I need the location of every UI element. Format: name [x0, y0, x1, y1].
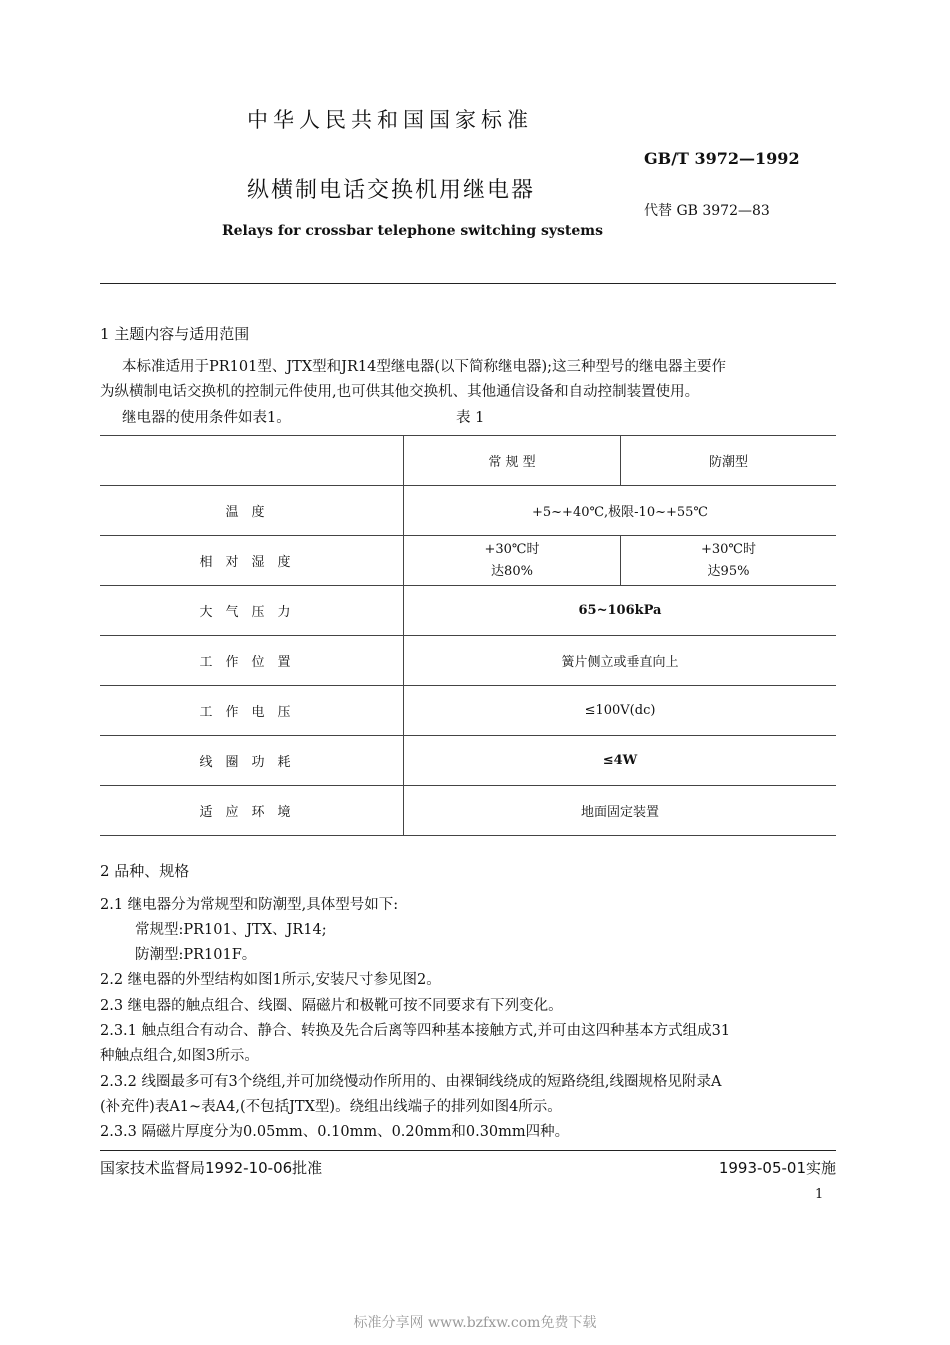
- row-label: 大气压力: [100, 586, 404, 636]
- national-standard-heading: 中华人民共和国国家标准: [247, 108, 533, 132]
- table-row: [100, 686, 836, 736]
- section2-heading: 2 品种、规格: [100, 862, 190, 880]
- table-row: [100, 736, 836, 786]
- clause-2-1-moisture: 防潮型:PR101F。: [135, 947, 257, 963]
- clause-2-1-normal: 常规型:PR101、JTX、JR14;: [135, 922, 327, 938]
- row-label: 相对湿度: [100, 536, 404, 586]
- section1-heading: 1 主题内容与适用范围: [100, 325, 250, 343]
- clause-2-3-2-line1: 2.3.2 线圈最多可有3个绕组,并可加绕慢动作所用的、由裸铜线绕成的短路绕组,线圈规格见附录A: [100, 1074, 722, 1090]
- row-value: 地面固定装置: [404, 786, 837, 836]
- page-number: 1: [815, 1187, 824, 1202]
- section1-para1-line2: 为纵横制电话交换机的控制元件使用,也可供其他交换机、其他通信设备和自动控制装置使用。: [100, 384, 700, 400]
- table-caption: 表 1: [456, 410, 485, 426]
- table-row: [100, 636, 836, 686]
- humidity-moisture-cell: [621, 536, 837, 586]
- table-row: [100, 586, 836, 636]
- humidity-normal-cell: [404, 536, 621, 586]
- standard-title: 纵横制电话交换机用继电器: [247, 178, 536, 203]
- header-divider: [100, 283, 836, 284]
- row-label: 适应环境: [100, 786, 404, 836]
- clause-2-2: 2.2 继电器的外型结构如图1所示,安装尺寸参见图2。: [100, 972, 441, 988]
- table-row: [100, 786, 836, 836]
- row-label: 温度: [100, 486, 404, 536]
- footer-divider: [100, 1150, 836, 1151]
- humidity-moisture-temp: +30℃时: [701, 541, 756, 557]
- clause-2-3: 2.3 继电器的触点组合、线圈、隔磁片和极靴可按不同要求有下列变化。: [100, 998, 563, 1014]
- row-label: 线圈功耗: [100, 736, 404, 786]
- table-row: [100, 486, 836, 536]
- replaces-standard: 代替 GB 3972—83: [644, 203, 770, 219]
- clause-2-3-3: 2.3.3 隔磁片厚度分为0.05mm、0.10mm、0.20mm和0.30mm四种。: [100, 1124, 570, 1140]
- standard-title-en: Relays for crossbar telephone switching systems: [222, 223, 603, 239]
- row-value: 簧片侧立或垂直向上: [404, 636, 837, 686]
- effective-date: 1993-05-01实施: [718, 1159, 836, 1177]
- row-value: 65~106kPa: [404, 586, 837, 636]
- humidity-normal-value: 达80%: [491, 563, 533, 579]
- humidity-moisture-value: 达95%: [707, 563, 750, 579]
- clause-2-1: 2.1 继电器分为常规型和防潮型,具体型号如下:: [100, 897, 399, 913]
- site-watermark: 标准分享网 www.bzfxw.com免费下载: [353, 1315, 597, 1331]
- header-normal: 常 规 型: [404, 436, 621, 486]
- header-moisture: 防潮型: [621, 436, 837, 486]
- table-row: [100, 536, 836, 586]
- table-header-row: [100, 436, 836, 486]
- conditions-table: [100, 435, 836, 836]
- row-label: 工作位置: [100, 636, 404, 686]
- clause-2-3-2-line2: (补充件)表A1~表A4,(不包括JTX型)。绕组出线端子的排列如图4所示。: [100, 1099, 562, 1115]
- row-value: ≤100V(dc): [404, 686, 837, 736]
- table-corner-cell: [100, 436, 404, 486]
- clause-2-3-1-line1: 2.3.1 触点组合有动合、静合、转换及先合后离等四种基本接触方式,并可由这四种基本方式组成31: [100, 1023, 731, 1039]
- section1-para2: 继电器的使用条件如表1。: [122, 410, 291, 426]
- humidity-normal-temp: +30℃时: [484, 541, 540, 557]
- section1-para1-line1: 本标准适用于PR101型、JTX型和JR14型继电器(以下简称继电器);这三种型号的继电器主要作: [122, 359, 727, 375]
- approval-date: 国家技术监督局1992-10-06批准: [100, 1159, 323, 1177]
- row-value: ≤4W: [404, 736, 837, 786]
- row-value: +5~+40℃,极限-10~+55℃: [404, 486, 837, 536]
- standard-code: GB/T 3972—1992: [644, 149, 800, 168]
- row-label: 工作电压: [100, 686, 404, 736]
- clause-2-3-1-line2: 种触点组合,如图3所示。: [100, 1048, 259, 1064]
